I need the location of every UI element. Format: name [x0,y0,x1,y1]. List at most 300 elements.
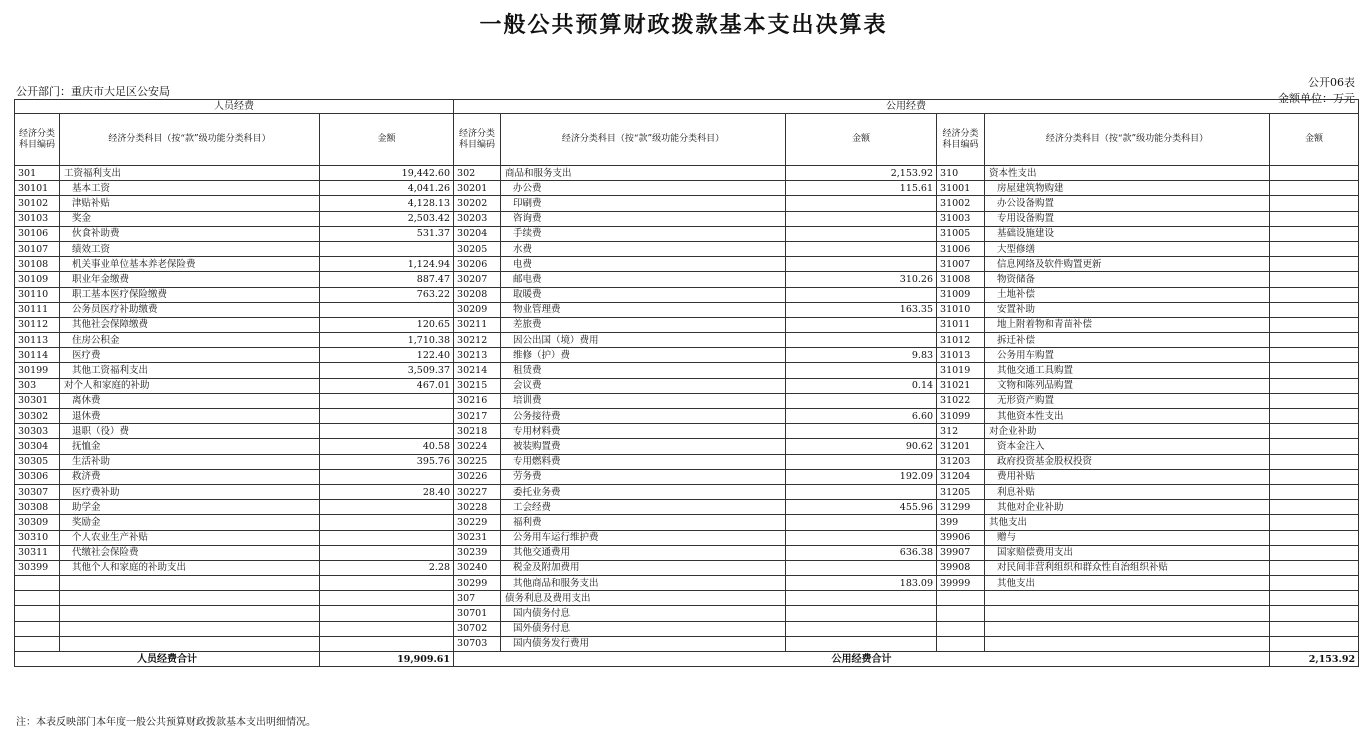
public-left-name-cell: 国内债务发行费用 [501,636,786,651]
personnel-amount-cell [320,302,454,317]
personnel-code-header: 经济分类科目编码 [15,114,60,166]
public-right-name-cell: 资本性支出 [985,166,1270,181]
public-left-amount-cell: 115.61 [786,181,937,196]
table-row [15,393,1359,408]
personnel-amount-cell [320,393,454,408]
personnel-amount-cell: 4,041.26 [320,181,454,196]
public-right-amount-cell [1270,226,1359,241]
personnel-code-cell: 30301 [15,393,60,408]
public-left-amount-cell [786,515,937,530]
public-right-amount-cell [1270,317,1359,332]
public-left-name-cell: 国内债务付息 [501,606,786,621]
public-right-amount-cell [1270,545,1359,560]
personnel-total-label: 人员经费合计 [15,652,320,667]
public-right-name-cell: 信息网络及软件购置更新 [985,257,1270,272]
public-left-amount-cell [786,393,937,408]
public-right-name-cell [985,621,1270,636]
public-left-amount-cell: 0.14 [786,378,937,393]
public-right-code-cell: 39907 [937,545,985,560]
public-right-name-cell: 拆迁补偿 [985,333,1270,348]
personnel-code-cell: 30304 [15,439,60,454]
personnel-name-cell: 职业年金缴费 [60,272,320,287]
public-left-code-cell: 30229 [454,515,501,530]
public-code-header-left: 经济分类科目编码 [454,114,501,166]
public-right-amount-cell [1270,287,1359,302]
table-row [15,484,1359,499]
personnel-code-cell: 30106 [15,226,60,241]
public-left-code-cell: 30214 [454,363,501,378]
personnel-amount-cell: 28.40 [320,484,454,499]
public-left-code-cell: 30701 [454,606,501,621]
personnel-code-cell [15,636,60,651]
public-right-name-cell: 文物和陈列品购置 [985,378,1270,393]
public-left-name-cell: 专用燃料费 [501,454,786,469]
personnel-code-cell: 30103 [15,211,60,226]
public-right-amount-cell [1270,378,1359,393]
personnel-name-cell: 救济费 [60,469,320,484]
personnel-code-cell: 30311 [15,545,60,560]
public-left-code-cell: 302 [454,166,501,181]
personnel-amount-cell: 1,124.94 [320,257,454,272]
public-total-label: 公用经费合计 [454,652,1270,667]
personnel-code-cell: 30310 [15,530,60,545]
public-left-amount-cell [786,560,937,575]
table-row [15,272,1359,287]
public-right-name-cell: 其他支出 [985,515,1270,530]
personnel-name-cell: 奖励金 [60,515,320,530]
table-row [15,530,1359,545]
public-name-header-left: 经济分类科目（按“款”级功能分类科目） [501,114,786,166]
public-left-code-cell: 30225 [454,454,501,469]
public-right-code-cell: 31201 [937,439,985,454]
public-right-code-cell: 31009 [937,287,985,302]
public-right-amount-cell [1270,500,1359,515]
personnel-amount-cell: 887.47 [320,272,454,287]
public-left-name-cell: 其他交通费用 [501,545,786,560]
public-right-name-cell: 对民间非营利组织和群众性自治组织补贴 [985,560,1270,575]
public-right-amount-cell [1270,606,1359,621]
public-left-name-cell: 手续费 [501,226,786,241]
public-left-name-cell: 被装购置费 [501,439,786,454]
public-left-code-cell: 30213 [454,348,501,363]
public-left-amount-cell: 9.83 [786,348,937,363]
public-left-name-cell: 公务用车运行维护费 [501,530,786,545]
personnel-name-cell [60,606,320,621]
public-section-title: 公用经费 [454,100,1359,114]
public-right-amount-cell [1270,196,1359,211]
personnel-code-cell: 30112 [15,317,60,332]
personnel-name-cell: 机关事业单位基本养老保险费 [60,257,320,272]
personnel-amount-cell: 531.37 [320,226,454,241]
department-label: 公开部门：重庆市大足区公安局 [16,85,170,98]
personnel-amount-cell: 763.22 [320,287,454,302]
personnel-code-cell: 30113 [15,333,60,348]
table-row [15,211,1359,226]
public-right-amount-cell [1270,363,1359,378]
personnel-name-cell: 基本工资 [60,181,320,196]
table-row [15,545,1359,560]
personnel-code-cell: 30107 [15,241,60,256]
personnel-name-cell: 生活补助 [60,454,320,469]
personnel-name-cell: 职工基本医疗保险缴费 [60,287,320,302]
personnel-name-cell [60,576,320,591]
public-left-name-cell: 其他商品和服务支出 [501,576,786,591]
public-left-name-cell: 税金及附加费用 [501,560,786,575]
personnel-code-cell: 30303 [15,424,60,439]
personnel-name-cell: 津贴补贴 [60,196,320,211]
public-left-amount-cell [786,226,937,241]
public-left-amount-cell: 90.62 [786,439,937,454]
personnel-name-cell: 其他工资福利支出 [60,363,320,378]
public-left-amount-cell [786,606,937,621]
personnel-amount-cell: 4,128.13 [320,196,454,211]
personnel-name-cell: 离休费 [60,393,320,408]
public-code-header-right: 经济分类科目编码 [937,114,985,166]
public-left-code-cell: 30211 [454,317,501,332]
public-right-code-cell: 31019 [937,363,985,378]
public-left-code-cell: 30239 [454,545,501,560]
public-right-code-cell: 31021 [937,378,985,393]
public-right-name-cell: 安置补助 [985,302,1270,317]
personnel-name-cell: 其他个人和家庭的补助支出 [60,560,320,575]
personnel-code-cell: 30111 [15,302,60,317]
public-right-amount-cell [1270,560,1359,575]
public-right-name-cell [985,591,1270,606]
public-left-code-cell: 307 [454,591,501,606]
public-right-amount-cell [1270,211,1359,226]
public-left-amount-cell [786,484,937,499]
personnel-name-cell: 其他社会保障缴费 [60,317,320,332]
public-right-code-cell: 39999 [937,576,985,591]
public-right-code-cell: 31204 [937,469,985,484]
public-left-name-cell: 电费 [501,257,786,272]
public-left-name-cell: 印刷费 [501,196,786,211]
personnel-amount-cell [320,530,454,545]
personnel-name-cell: 抚恤金 [60,439,320,454]
public-left-code-cell: 30215 [454,378,501,393]
public-left-amount-cell [786,241,937,256]
public-left-amount-cell: 2,153.92 [786,166,937,181]
public-left-code-cell: 30228 [454,500,501,515]
personnel-code-cell: 30399 [15,560,60,575]
public-right-amount-cell [1270,393,1359,408]
public-left-code-cell: 30201 [454,181,501,196]
personnel-amount-cell [320,621,454,636]
personnel-amount-cell [320,409,454,424]
personnel-amount-cell [320,576,454,591]
public-right-name-cell: 国家赔偿费用支出 [985,545,1270,560]
public-right-amount-cell [1270,636,1359,651]
public-right-code-cell: 31005 [937,226,985,241]
public-right-name-cell [985,606,1270,621]
personnel-name-cell: 工资福利支出 [60,166,320,181]
table-row [15,500,1359,515]
public-right-amount-cell [1270,166,1359,181]
table-row [15,424,1359,439]
public-left-amount-cell [786,257,937,272]
public-left-name-cell: 商品和服务支出 [501,166,786,181]
public-left-code-cell: 30702 [454,621,501,636]
public-right-code-cell: 31022 [937,393,985,408]
public-right-name-cell: 资本金注入 [985,439,1270,454]
public-total-amount: 2,153.92 [1270,652,1359,667]
personnel-amount-cell: 3,509.37 [320,363,454,378]
public-right-code-cell [937,606,985,621]
personnel-name-header: 经济分类科目（按“款”级功能分类科目） [60,114,320,166]
personnel-code-cell: 30308 [15,500,60,515]
public-left-code-cell: 30224 [454,439,501,454]
personnel-amount-cell [320,469,454,484]
personnel-amount-cell [320,636,454,651]
personnel-code-cell: 30110 [15,287,60,302]
expenditure-table [14,99,1359,667]
public-right-amount-cell [1270,333,1359,348]
public-right-name-cell: 其他资本性支出 [985,409,1270,424]
public-left-code-cell: 30227 [454,484,501,499]
public-right-name-cell: 地上附着物和青苗补偿 [985,317,1270,332]
personnel-code-cell: 30101 [15,181,60,196]
personnel-name-cell: 对个人和家庭的补助 [60,378,320,393]
public-left-name-cell: 水费 [501,241,786,256]
public-left-amount-cell [786,621,937,636]
public-amount-header-left: 金额 [786,114,937,166]
totals-row [15,652,1359,667]
personnel-amount-header: 金额 [320,114,454,166]
table-row [15,302,1359,317]
table-row [15,181,1359,196]
personnel-code-cell: 30108 [15,257,60,272]
personnel-name-cell: 住房公积金 [60,333,320,348]
public-right-name-cell: 专用设备购置 [985,211,1270,226]
personnel-name-cell: 退职（役）费 [60,424,320,439]
public-left-name-cell: 咨询费 [501,211,786,226]
public-right-code-cell [937,591,985,606]
public-right-name-cell: 大型修缮 [985,241,1270,256]
personnel-section-title: 人员经费 [15,100,454,114]
public-left-code-cell: 30226 [454,469,501,484]
public-left-code-cell: 30240 [454,560,501,575]
public-left-name-cell: 取暖费 [501,287,786,302]
public-right-code-cell: 31011 [937,317,985,332]
personnel-code-cell: 30306 [15,469,60,484]
public-left-amount-cell [786,454,937,469]
public-right-amount-cell [1270,409,1359,424]
public-left-name-cell: 邮电费 [501,272,786,287]
public-right-code-cell [937,621,985,636]
personnel-code-cell [15,621,60,636]
public-left-code-cell: 30206 [454,257,501,272]
public-left-name-cell: 因公出国（境）费用 [501,333,786,348]
public-left-code-cell: 30703 [454,636,501,651]
public-left-code-cell: 30209 [454,302,501,317]
table-row [15,560,1359,575]
public-left-name-cell: 租赁费 [501,363,786,378]
public-left-amount-cell [786,211,937,226]
personnel-amount-cell: 40.58 [320,439,454,454]
public-left-amount-cell [786,530,937,545]
personnel-name-cell: 公务员医疗补助缴费 [60,302,320,317]
public-left-code-cell: 30212 [454,333,501,348]
public-right-code-cell: 31099 [937,409,985,424]
personnel-code-cell: 303 [15,378,60,393]
personnel-name-cell: 医疗费补助 [60,484,320,499]
report-title: 一般公共预算财政拨款基本支出决算表 [479,12,888,38]
public-right-name-cell: 利息补贴 [985,484,1270,499]
table-row [15,363,1359,378]
public-right-code-cell: 31299 [937,500,985,515]
table-row [15,454,1359,469]
public-left-name-cell: 劳务费 [501,469,786,484]
public-left-name-cell: 物业管理费 [501,302,786,317]
public-right-amount-cell [1270,621,1359,636]
personnel-name-cell: 医疗费 [60,348,320,363]
personnel-amount-cell: 1,710.38 [320,333,454,348]
public-right-amount-cell [1270,302,1359,317]
public-right-name-cell: 其他交通工具购置 [985,363,1270,378]
personnel-amount-cell [320,241,454,256]
public-right-code-cell: 39908 [937,560,985,575]
public-right-amount-cell [1270,241,1359,256]
public-left-name-cell: 委托业务费 [501,484,786,499]
public-left-amount-cell: 192.09 [786,469,937,484]
public-left-amount-cell [786,636,937,651]
personnel-amount-cell: 120.65 [320,317,454,332]
table-row [15,439,1359,454]
public-left-name-cell: 公务接待费 [501,409,786,424]
public-right-code-cell: 31203 [937,454,985,469]
public-right-code-cell: 399 [937,515,985,530]
public-right-amount-cell [1270,591,1359,606]
public-left-amount-cell: 163.35 [786,302,937,317]
public-right-name-cell: 土地补偿 [985,287,1270,302]
personnel-name-cell: 代缴社会保险费 [60,545,320,560]
personnel-amount-cell [320,500,454,515]
table-row [15,606,1359,621]
public-left-code-cell: 30217 [454,409,501,424]
personnel-code-cell: 30102 [15,196,60,211]
table-row [15,226,1359,241]
personnel-amount-cell: 122.40 [320,348,454,363]
public-right-name-cell: 办公设备购置 [985,196,1270,211]
public-right-code-cell: 39906 [937,530,985,545]
public-left-amount-cell: 183.09 [786,576,937,591]
public-left-amount-cell [786,363,937,378]
public-left-code-cell: 30299 [454,576,501,591]
public-right-name-cell: 房屋建筑物购建 [985,181,1270,196]
table-row [15,591,1359,606]
personnel-name-cell [60,621,320,636]
public-right-code-cell: 31008 [937,272,985,287]
personnel-amount-cell: 395.76 [320,454,454,469]
public-right-name-cell: 政府投资基金股权投资 [985,454,1270,469]
public-left-amount-cell [786,317,937,332]
table-row [15,469,1359,484]
public-right-name-cell [985,636,1270,651]
public-right-name-cell: 费用补贴 [985,469,1270,484]
table-row [15,515,1359,530]
public-left-name-cell: 培训费 [501,393,786,408]
personnel-code-cell: 30114 [15,348,60,363]
personnel-amount-cell: 467.01 [320,378,454,393]
personnel-name-cell: 助学金 [60,500,320,515]
public-right-code-cell: 312 [937,424,985,439]
public-right-amount-cell [1270,348,1359,363]
table-row [15,196,1359,211]
table-row [15,378,1359,393]
table-row [15,348,1359,363]
public-left-amount-cell [786,333,937,348]
table-row [15,333,1359,348]
public-amount-header-right: 金额 [1270,114,1359,166]
public-right-amount-cell [1270,469,1359,484]
personnel-name-cell: 奖金 [60,211,320,226]
personnel-name-cell: 绩效工资 [60,241,320,256]
personnel-amount-cell: 2.28 [320,560,454,575]
public-left-code-cell: 30202 [454,196,501,211]
public-right-code-cell: 31205 [937,484,985,499]
public-left-name-cell: 国外债务付息 [501,621,786,636]
public-right-name-cell: 基础设施建设 [985,226,1270,241]
personnel-code-cell: 30305 [15,454,60,469]
public-right-amount-cell [1270,424,1359,439]
personnel-amount-cell [320,424,454,439]
personnel-name-cell: 退休费 [60,409,320,424]
public-right-name-cell: 其他支出 [985,576,1270,591]
personnel-code-cell: 30109 [15,272,60,287]
table-row [15,576,1359,591]
amount-unit: 金额单位：万元 [1278,92,1355,105]
public-right-code-cell: 31012 [937,333,985,348]
personnel-code-cell [15,576,60,591]
table-row [15,317,1359,332]
form-number: 公开06表 [1308,76,1355,89]
public-right-code-cell: 31013 [937,348,985,363]
public-right-code-cell: 31006 [937,241,985,256]
public-left-name-cell: 维修（护）费 [501,348,786,363]
personnel-code-cell: 30309 [15,515,60,530]
personnel-amount-cell [320,515,454,530]
public-left-name-cell: 专用材料费 [501,424,786,439]
personnel-amount-cell: 2,503.42 [320,211,454,226]
public-left-amount-cell [786,424,937,439]
personnel-code-cell: 301 [15,166,60,181]
personnel-code-cell [15,591,60,606]
public-right-name-cell: 赠与 [985,530,1270,545]
personnel-total-amount: 19,909.61 [320,652,454,667]
public-left-amount-cell [786,591,937,606]
public-left-code-cell: 30216 [454,393,501,408]
public-left-code-cell: 30231 [454,530,501,545]
public-name-header-right: 经济分类科目（按“款”级功能分类科目） [985,114,1270,166]
public-right-amount-cell [1270,530,1359,545]
personnel-name-cell: 个人农业生产补贴 [60,530,320,545]
public-right-amount-cell [1270,576,1359,591]
table-row [15,166,1359,181]
public-right-amount-cell [1270,454,1359,469]
public-right-amount-cell [1270,257,1359,272]
public-left-amount-cell [786,287,937,302]
public-left-code-cell: 30218 [454,424,501,439]
public-right-code-cell: 31001 [937,181,985,196]
personnel-name-cell [60,636,320,651]
public-left-code-cell: 30207 [454,272,501,287]
table-row [15,636,1359,651]
public-left-amount-cell: 455.96 [786,500,937,515]
public-right-code-cell [937,636,985,651]
public-right-amount-cell [1270,515,1359,530]
public-left-name-cell: 办公费 [501,181,786,196]
personnel-amount-cell [320,606,454,621]
